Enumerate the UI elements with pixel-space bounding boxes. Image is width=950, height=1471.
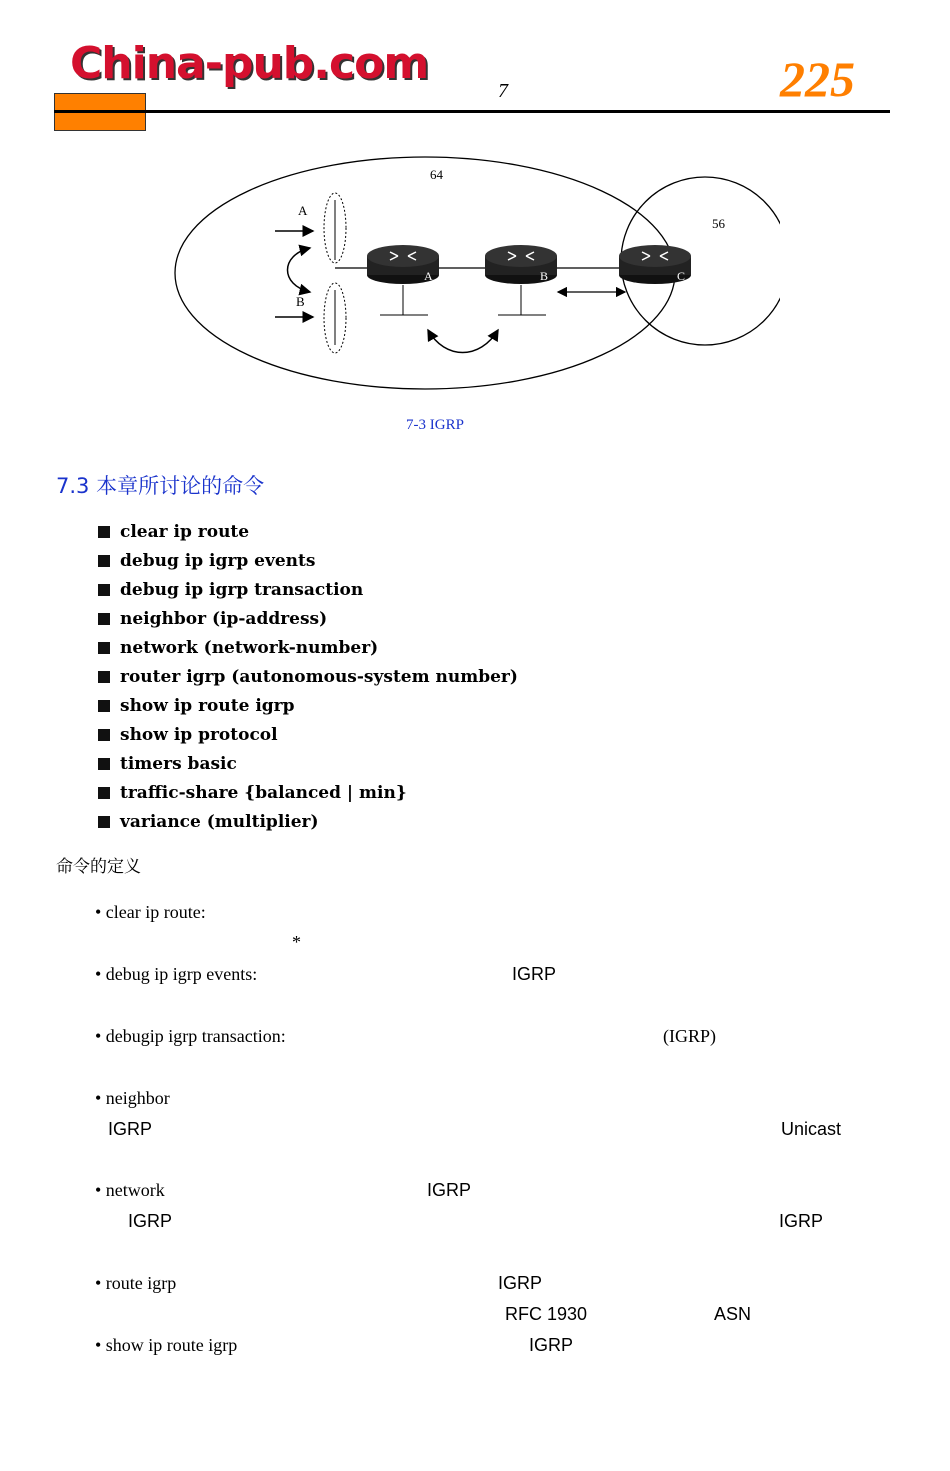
header-rule [54,110,890,113]
def-show-ip-route-igrp: • show ip route igrp [95,1335,238,1355]
bullet-square-icon [98,729,110,741]
list-item: variance (multiplier) [98,808,518,837]
section-title: 7.3 本章所讨论的命令 [56,474,265,498]
def-debug-events-igrp: IGRP [512,964,557,984]
load-balance-arrow [288,248,311,292]
bullet-square-icon [98,787,110,799]
path-b-label: B [296,294,305,309]
bullet-square-icon [98,816,110,828]
update-exchange-arrow [428,330,498,353]
list-item: traffic-share {balanced | min} [98,779,518,808]
def-network-igrp-1: IGRP [427,1180,472,1200]
bullet-square-icon [98,671,110,683]
bullet-square-icon [98,555,110,567]
bullet-square-icon [98,526,110,538]
def-show-ip-route-igrp-igrp: IGRP [529,1335,574,1355]
china-pub-logo: China-pub.com [70,38,429,89]
command-list [98,517,518,837]
bullet-square-icon [98,758,110,770]
def-network-igrp-2: IGRP [128,1211,173,1231]
def-clear-ip-route: • clear ip route: [95,902,206,922]
list-item: show ip protocol [98,721,518,750]
list-item: show ip route igrp [98,692,518,721]
chapter-number: 7 [498,80,508,102]
router-b-label: B [540,269,549,283]
list-item: clear ip route [98,517,518,546]
bullet-square-icon [98,613,110,625]
list-item: debug ip igrp transaction [98,575,518,604]
bullet-square-icon [98,584,110,596]
list-item: router igrp (autonomous-system number) [98,662,518,691]
list-item: neighbor (ip-address) [98,604,518,633]
def-debug-transaction-igrp: (IGRP) [663,1026,716,1046]
path-a-label: A [298,203,308,218]
def-neighbor: • neighbor [95,1088,170,1108]
def-network: • network [95,1180,165,1200]
def-debug-transaction: • debugip igrp transaction: [95,1026,286,1046]
list-item: network (network-number) [98,633,518,662]
figure-caption: 7-3 IGRP [406,417,464,433]
def-neighbor-unicast: Unicast [781,1119,842,1139]
router-c-label: C [677,269,686,283]
def-route-igrp-rfc: RFC 1930 [505,1304,588,1324]
as-64-label: 64 [430,167,443,182]
def-debug-events: • debug ip igrp events: [95,964,258,984]
def-network-igrp-3: IGRP [779,1211,824,1231]
bullet-square-icon [98,642,110,654]
page-number: 225 [780,51,855,107]
def-asterisk: * [292,932,301,952]
list-item: timers basic [98,750,518,779]
definitions-title: 命令的定义 [56,857,141,877]
bullet-square-icon [98,700,110,712]
def-route-igrp-asn: ASN [714,1304,752,1324]
def-route-igrp-igrp: IGRP [498,1273,543,1293]
list-item: debug ip igrp events [98,546,518,575]
as-56-label: 56 [712,216,725,231]
igrp-network-diagram [170,150,780,410]
def-neighbor-igrp: IGRP [108,1119,153,1139]
def-route-igrp: • route igrp [95,1273,177,1293]
router-a-label: A [424,269,433,283]
